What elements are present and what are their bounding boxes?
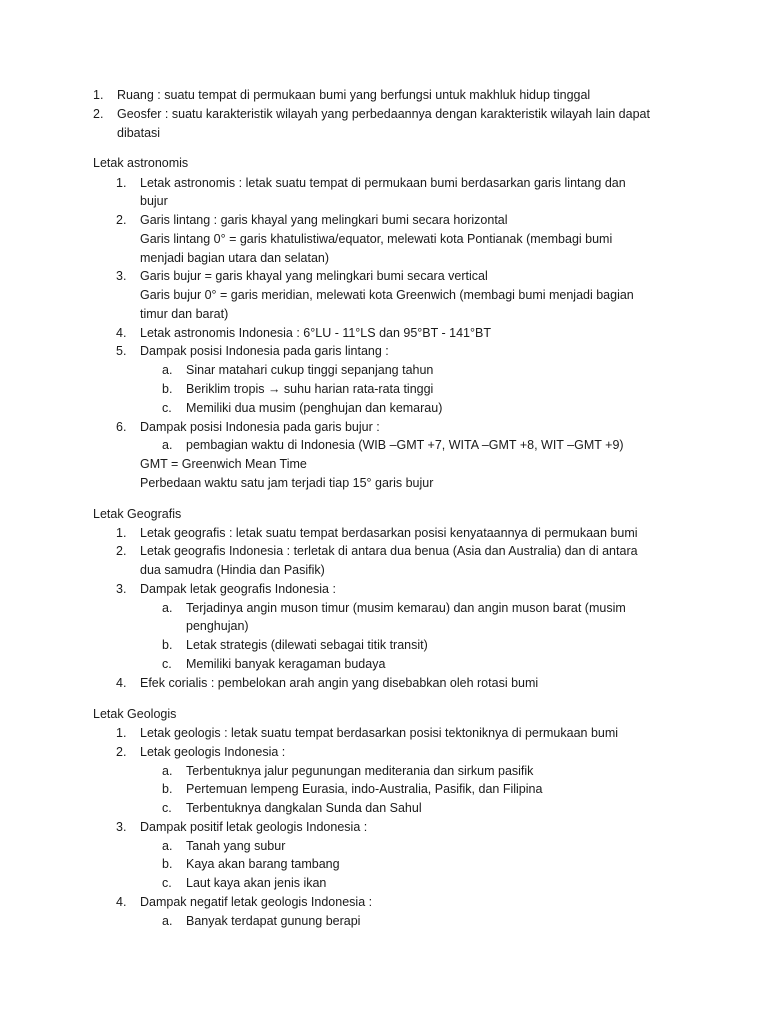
sub-list-item-text: Kaya akan barang tambang: [186, 857, 340, 871]
sub-list-letter: a.: [162, 914, 173, 928]
sub-list-item-text: Terbentuknya dangkalan Sunda dan Sahul: [186, 801, 422, 815]
list-number: 4.: [116, 676, 127, 690]
list-item-text: timur dan barat): [140, 307, 229, 321]
list-item-text: dua samudra (Hindia dan Pasifik): [140, 563, 325, 577]
sub-list-letter: a.: [162, 764, 173, 778]
list-number: 2.: [116, 213, 127, 227]
sub-list-letter: a.: [162, 363, 173, 377]
sub-list-letter: b.: [162, 782, 173, 796]
list-number: 2.: [116, 745, 127, 759]
list-number: 2.: [116, 544, 127, 558]
sub-list-item-text: Memiliki banyak keragaman budaya: [186, 657, 386, 671]
sub-list-item-text: Terbentuknya jalur pegunungan mediterania dan sirkum pasifik: [186, 764, 534, 778]
sub-list-item-text: penghujan): [186, 619, 249, 633]
sub-list-item-text: Pertemuan lempeng Eurasia, indo-Australia, Pasifik, dan Filipina: [186, 782, 543, 796]
sub-list-letter: b.: [162, 857, 173, 871]
list-item-text: Garis lintang 0° = garis khatulistiwa/equator, melewati kota Pontianak (membagi bumi: [140, 232, 613, 246]
list-item-text: Garis bujur = garis khayal yang melingkari bumi secara vertical: [140, 269, 488, 283]
sub-list-letter: b.: [162, 382, 173, 396]
list-item-text: menjadi bagian utara dan selatan): [140, 251, 330, 265]
list-number: 6.: [116, 420, 127, 434]
list-item-text: Letak geologis : letak suatu tempat berdasarkan posisi tektoniknya di permukaan bumi: [140, 726, 619, 740]
note-text: Perbedaan waktu satu jam terjadi tiap 15° garis bujur: [140, 476, 434, 490]
sub-list-letter: c.: [162, 876, 172, 890]
section-heading: Letak Geologis: [93, 707, 177, 721]
list-item-text: Letak geografis Indonesia : terletak di antara dua benua (Asia dan Australia) dan di antara: [140, 544, 638, 558]
sub-list-item-text: Laut kaya akan jenis ikan: [186, 876, 327, 890]
sub-list-item-text: Banyak terdapat gunung berapi: [186, 914, 361, 928]
list-number: 1.: [116, 176, 127, 190]
list-number: 3.: [116, 820, 127, 834]
sub-list-item-text: pembagian waktu di Indonesia (WIB –GMT +7, WITA –GMT +8, WIT –GMT +9): [186, 438, 624, 452]
sub-list-item-text: Tanah yang subur: [186, 839, 286, 853]
sub-list-item-text: Sinar matahari cukup tinggi sepanjang tahun: [186, 363, 434, 377]
list-item-text: Dampak letak geografis Indonesia :: [140, 582, 336, 596]
sub-list-letter: a.: [162, 601, 173, 615]
list-item-text: Letak geografis : letak suatu tempat berdasarkan posisi kenyataannya di permukaan bumi: [140, 526, 638, 540]
sub-list-letter: c.: [162, 801, 172, 815]
list-number: 4.: [116, 326, 127, 340]
list-item-text: Dampak posisi Indonesia pada garis lintang :: [140, 344, 389, 358]
list-item-text: Letak astronomis Indonesia : 6°LU - 11°LS dan 95°BT - 141°BT: [140, 326, 491, 340]
list-item-text: Dampak posisi Indonesia pada garis bujur :: [140, 420, 380, 434]
sub-list-letter: c.: [162, 657, 172, 671]
list-item-text: Dampak positif letak geologis Indonesia :: [140, 820, 368, 834]
list-number: 4.: [116, 895, 127, 909]
sub-list-letter: b.: [162, 638, 173, 652]
sub-list-letter: a.: [162, 438, 173, 452]
list-item-text: Garis bujur 0° = garis meridian, melewati kota Greenwich (membagi bumi menjadi bagian: [140, 288, 634, 302]
list-number: 5.: [116, 344, 127, 358]
list-item-text: Ruang : suatu tempat di permukaan bumi yang berfungsi untuk makhluk hidup tinggal: [117, 88, 591, 102]
sub-list-item-text: Memiliki dua musim (penghujan dan kemarau): [186, 401, 443, 415]
list-item-text: Garis lintang : garis khayal yang melingkari bumi secara horizontal: [140, 213, 508, 227]
list-item-text: Dampak negatif letak geologis Indonesia :: [140, 895, 373, 909]
list-item-text: bujur: [140, 194, 168, 208]
section-heading: Letak Geografis: [93, 507, 182, 521]
list-item-text: Efek corialis : pembelokan arah angin yang disebabkan oleh rotasi bumi: [140, 676, 539, 690]
list-item-text: dibatasi: [117, 126, 161, 140]
sub-list-item-text: Terjadinya angin muson timur (musim kemarau) dan angin muson barat (musim: [186, 601, 626, 615]
section-heading: Letak astronomis: [93, 156, 189, 170]
list-number: 2.: [93, 107, 104, 121]
list-item-text: Letak astronomis : letak suatu tempat di permukaan bumi berdasarkan garis lintang dan: [140, 176, 626, 190]
list-number: 1.: [116, 726, 127, 740]
sub-list-letter: a.: [162, 839, 173, 853]
sub-list-item-text: Beriklim tropis → suhu harian rata-rata tinggi: [186, 382, 434, 396]
note-text: GMT = Greenwich Mean Time: [140, 457, 307, 471]
list-item-text: Geosfer : suatu karakteristik wilayah yang perbedaannya dengan karakteristik wilayah lain dapat: [117, 107, 650, 121]
sub-list-item-text: Letak strategis (dilewati sebagai titik transit): [186, 638, 428, 652]
list-item-text: Letak geologis Indonesia :: [140, 745, 286, 759]
list-number: 1.: [116, 526, 127, 540]
list-number: 1.: [93, 88, 104, 102]
list-number: 3.: [116, 269, 127, 283]
sub-list-letter: c.: [162, 401, 172, 415]
list-number: 3.: [116, 582, 127, 596]
